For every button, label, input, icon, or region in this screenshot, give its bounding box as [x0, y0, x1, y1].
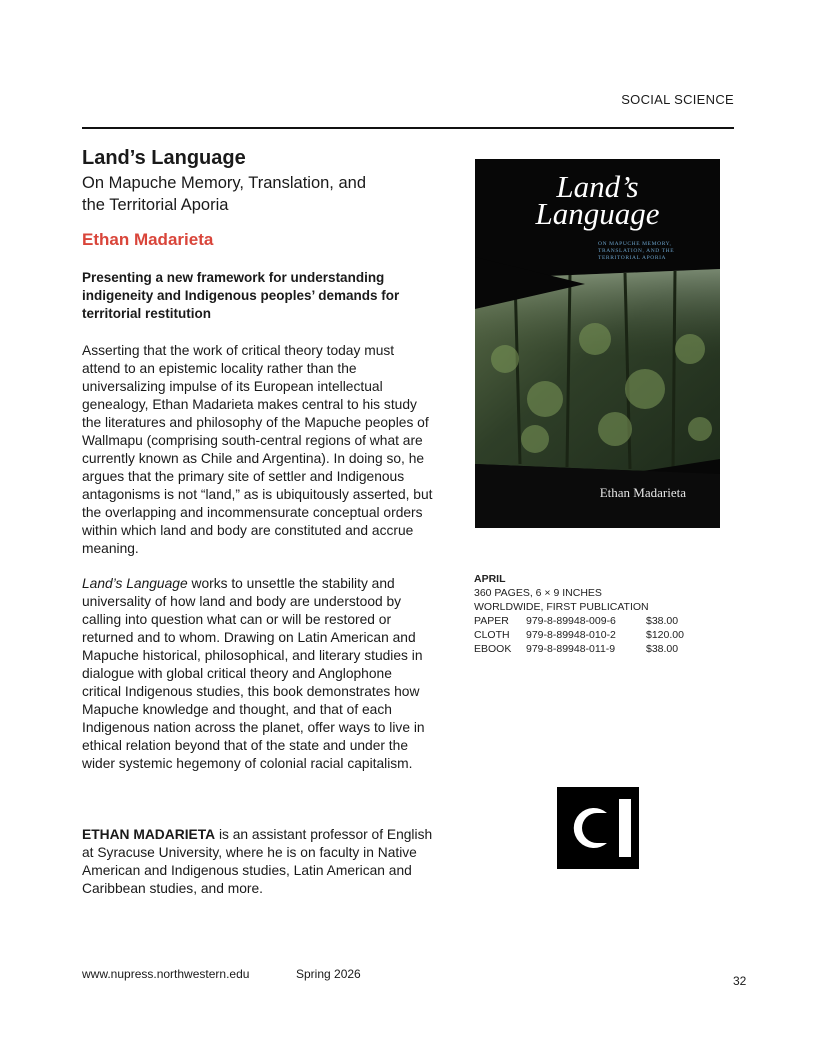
book-tagline: Presenting a new framework for understanding indigeneity and Indigenous peoples’ demands for territorial restitution — [82, 270, 400, 321]
edition-isbn: 979-8-89948-009-6 — [526, 615, 616, 627]
author-bio-text: is an assistant professor of English at Syracuse University, where he is on faculty in Native American and Indigenous studies, Latin American and Caribbean studies, and more. — [82, 827, 433, 896]
cover-author: Ethan Madarieta — [599, 485, 686, 500]
edition-price: $38.00 — [646, 615, 679, 627]
footer-url[interactable]: www.nupress.northwestern.edu — [82, 967, 250, 981]
cover-title — [475, 169, 720, 231]
edition-row — [474, 614, 684, 628]
edition-format: PAPER — [474, 615, 509, 627]
edition-price: $120.00 — [646, 629, 684, 641]
footer-season: Spring 2026 — [296, 967, 361, 981]
description-paragraph-2-text: works to unsettle the stability and universality of how land and body are understood by calling into question what can or will be restored or returned and to whom. Drawing on Latin American and Mapuche historical, philosophical, and literary studies in dialogue with global critical theory and Anglophone critical Indigenous studies, this book demonstrates how Mapuche knowledge and thought, and that of each Indigenous nation across the planet, offer ways to live in ethical relation beyond that of the state and under the wider systemic hegemony of colonial racial capitalism. — [82, 576, 425, 771]
cover-subtitle: ON MAPUCHE MEMORY, TRANSLATION, AND THE TERRITORIAL APORIA — [598, 241, 675, 261]
header-rule — [82, 127, 734, 129]
publisher-logo — [557, 787, 639, 874]
edition-row — [474, 628, 684, 642]
author-bio-name: ETHAN MADARIETA — [82, 827, 216, 842]
book-title: Land’s Language — [82, 147, 246, 169]
page-number: 32 — [733, 974, 747, 988]
book-specs — [474, 572, 684, 656]
section-category: SOCIAL SCIENCE — [621, 92, 734, 107]
edition-row — [474, 642, 684, 656]
page-count: 360 PAGES, 6 × 9 INCHES — [474, 587, 602, 599]
cover-title-line-1: Land’s — [556, 169, 639, 204]
cover-title-line-2: Language — [535, 196, 660, 231]
book-title-italic: Land’s Language — [82, 576, 188, 591]
edition-price: $38.00 — [646, 643, 679, 655]
rights: WORLDWIDE, FIRST PUBLICATION — [474, 601, 649, 613]
book-subtitle: On Mapuche Memory, Translation, and the Territorial Aporia — [82, 174, 366, 214]
edition-format: EBOOK — [474, 643, 512, 655]
description-paragraph-1: Asserting that the work of critical theory today must attend to an epistemic locality rather than the universalizing impulse of its European intellectual genealogy, Ethan Madarieta makes central to his study the literatures and philosophy of the Mapuche peoples of Wallmapu (comprising south-central regions of what are currently known as Chile and Argentina). In doing so, he argues that the primary site of settler and Indigenous antagonisms is not “land,” as is ubiquitously asserted, but the overlapping and incommensurate conceptual orders within which land and body are constituted and accrue meaning. — [82, 343, 433, 556]
edition-isbn: 979-8-89948-011-9 — [526, 643, 616, 655]
edition-isbn: 979-8-89948-010-2 — [526, 629, 616, 641]
edition-format: CLOTH — [474, 629, 510, 641]
author-bio — [82, 826, 434, 898]
publication-month: APRIL — [474, 573, 506, 585]
book-cover-image — [475, 159, 720, 528]
description-paragraph-2 — [82, 575, 434, 773]
book-author: Ethan Madarieta — [82, 230, 214, 249]
